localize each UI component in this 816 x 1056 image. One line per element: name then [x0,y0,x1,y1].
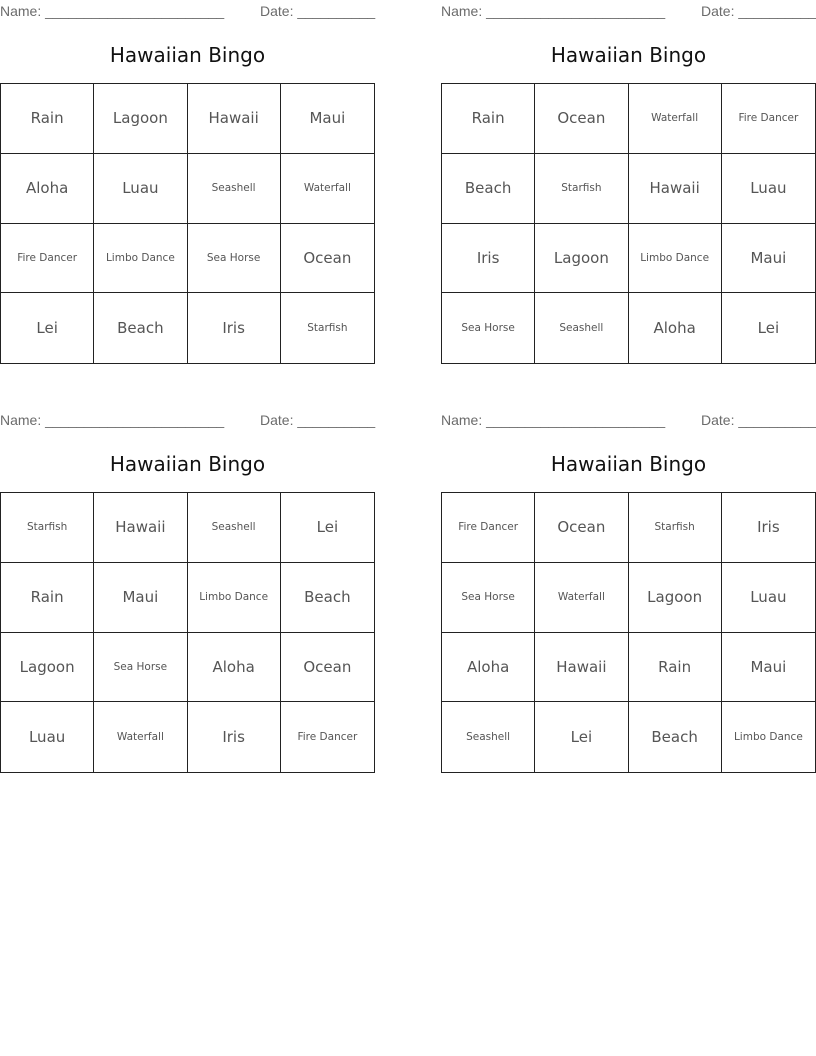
bingo-grid [0,492,375,773]
card-title: Hawaiian Bingo [109,452,266,476]
bingo-cell: Starfish [1,493,94,563]
bingo-cell: Maui [722,633,815,703]
bingo-card-3 [0,409,375,774]
bingo-cell: Hawaii [94,493,187,563]
bingo-cell: Luau [722,154,815,224]
bingo-cell: Hawaii [629,154,722,224]
bingo-cell: Waterfall [629,84,722,154]
bingo-cell: Lei [757,319,780,338]
bingo-cell: Aloha [442,633,535,703]
bingo-cell: Lei [1,293,94,363]
name-date-header [441,3,816,19]
bingo-cell: Maui [722,224,815,294]
name-field-label: Name: _______________________ [0,3,225,19]
date-field-label: Date: __________ [260,412,376,428]
name-field-label: Name: _______________________ [441,3,666,19]
bingo-cell: Limbo Dance [188,563,281,633]
bingo-cell: Ocean [535,84,628,154]
bingo-cell: Waterfall [281,154,374,224]
bingo-cell: Iris [442,224,535,294]
bingo-cell: Sea Horse [94,633,187,703]
bingo-cell: Seashell [535,293,628,363]
bingo-cell: Limbo Dance [629,224,722,294]
bingo-cell: Limbo Dance [94,224,187,294]
bingo-cell: Lagoon [1,633,94,703]
bingo-cell: Limbo Dance [733,731,803,744]
bingo-cell: Sea Horse [442,293,535,363]
bingo-cell: Beach [442,154,535,224]
bingo-cell: Fire Dancer [442,493,535,563]
bingo-cell: Fire Dancer [722,84,815,154]
bingo-cell: Hawaii [188,84,281,154]
bingo-cell: Iris [722,493,815,563]
bingo-card-1 [0,0,375,365]
bingo-cell: Maui [281,84,374,154]
bingo-cell: Beach [281,563,374,633]
date-field-label: Date: __________ [701,3,816,19]
date-field-label: Date: __________ [260,3,376,19]
name-field-label: Name: _______________________ [0,412,225,428]
bingo-cell: Luau [1,702,94,772]
bingo-card-2 [441,0,816,365]
bingo-cell: Iris [188,702,281,772]
bingo-cell: Starfish [307,322,348,335]
bingo-cell: Iris [188,293,281,363]
bingo-cell: Seashell [188,154,281,224]
bingo-cell: Aloha [188,633,281,703]
bingo-cell: Beach [629,702,722,772]
bingo-cell: Lagoon [535,224,628,294]
bingo-cell: Beach [94,293,187,363]
bingo-cell: Aloha [629,293,722,363]
bingo-cell: Waterfall [535,563,628,633]
bingo-cell: Hawaii [535,633,628,703]
bingo-cell: Lagoon [94,84,187,154]
card-title: Hawaiian Bingo [550,452,707,476]
name-date-header [0,3,375,19]
bingo-grid [441,492,816,773]
bingo-cell: Seashell [442,702,535,772]
bingo-cell: Aloha [1,154,94,224]
bingo-cell: Waterfall [94,702,187,772]
bingo-cell: Sea Horse [442,563,535,633]
bingo-cell: Sea Horse [188,224,281,294]
bingo-cell: Rain [1,84,94,154]
bingo-cell: Fire Dancer [1,224,94,294]
name-date-header [0,412,375,428]
bingo-cell: Maui [94,563,187,633]
bingo-grid [0,83,375,364]
bingo-cell: Starfish [535,154,628,224]
bingo-cell: Lei [535,702,628,772]
bingo-cell: Luau [94,154,187,224]
bingo-cell: Seashell [188,493,281,563]
date-field-label: Date: __________ [701,412,816,428]
bingo-card-4 [441,409,816,774]
name-date-header [441,412,816,428]
bingo-cell: Starfish [629,493,722,563]
bingo-cell: Ocean [281,224,374,294]
bingo-cell: Ocean [281,633,374,703]
bingo-cell: Rain [1,563,94,633]
bingo-cell: Ocean [535,493,628,563]
bingo-cell: Rain [629,633,722,703]
card-title: Hawaiian Bingo [550,43,707,67]
bingo-cell: Lagoon [629,563,722,633]
name-field-label: Name: _______________________ [441,412,666,428]
bingo-cell: Luau [722,563,815,633]
bingo-cell: Rain [442,84,535,154]
bingo-cell: Fire Dancer [297,731,358,744]
bingo-cell: Lei [281,493,374,563]
bingo-grid [441,83,816,364]
card-title: Hawaiian Bingo [109,43,266,67]
